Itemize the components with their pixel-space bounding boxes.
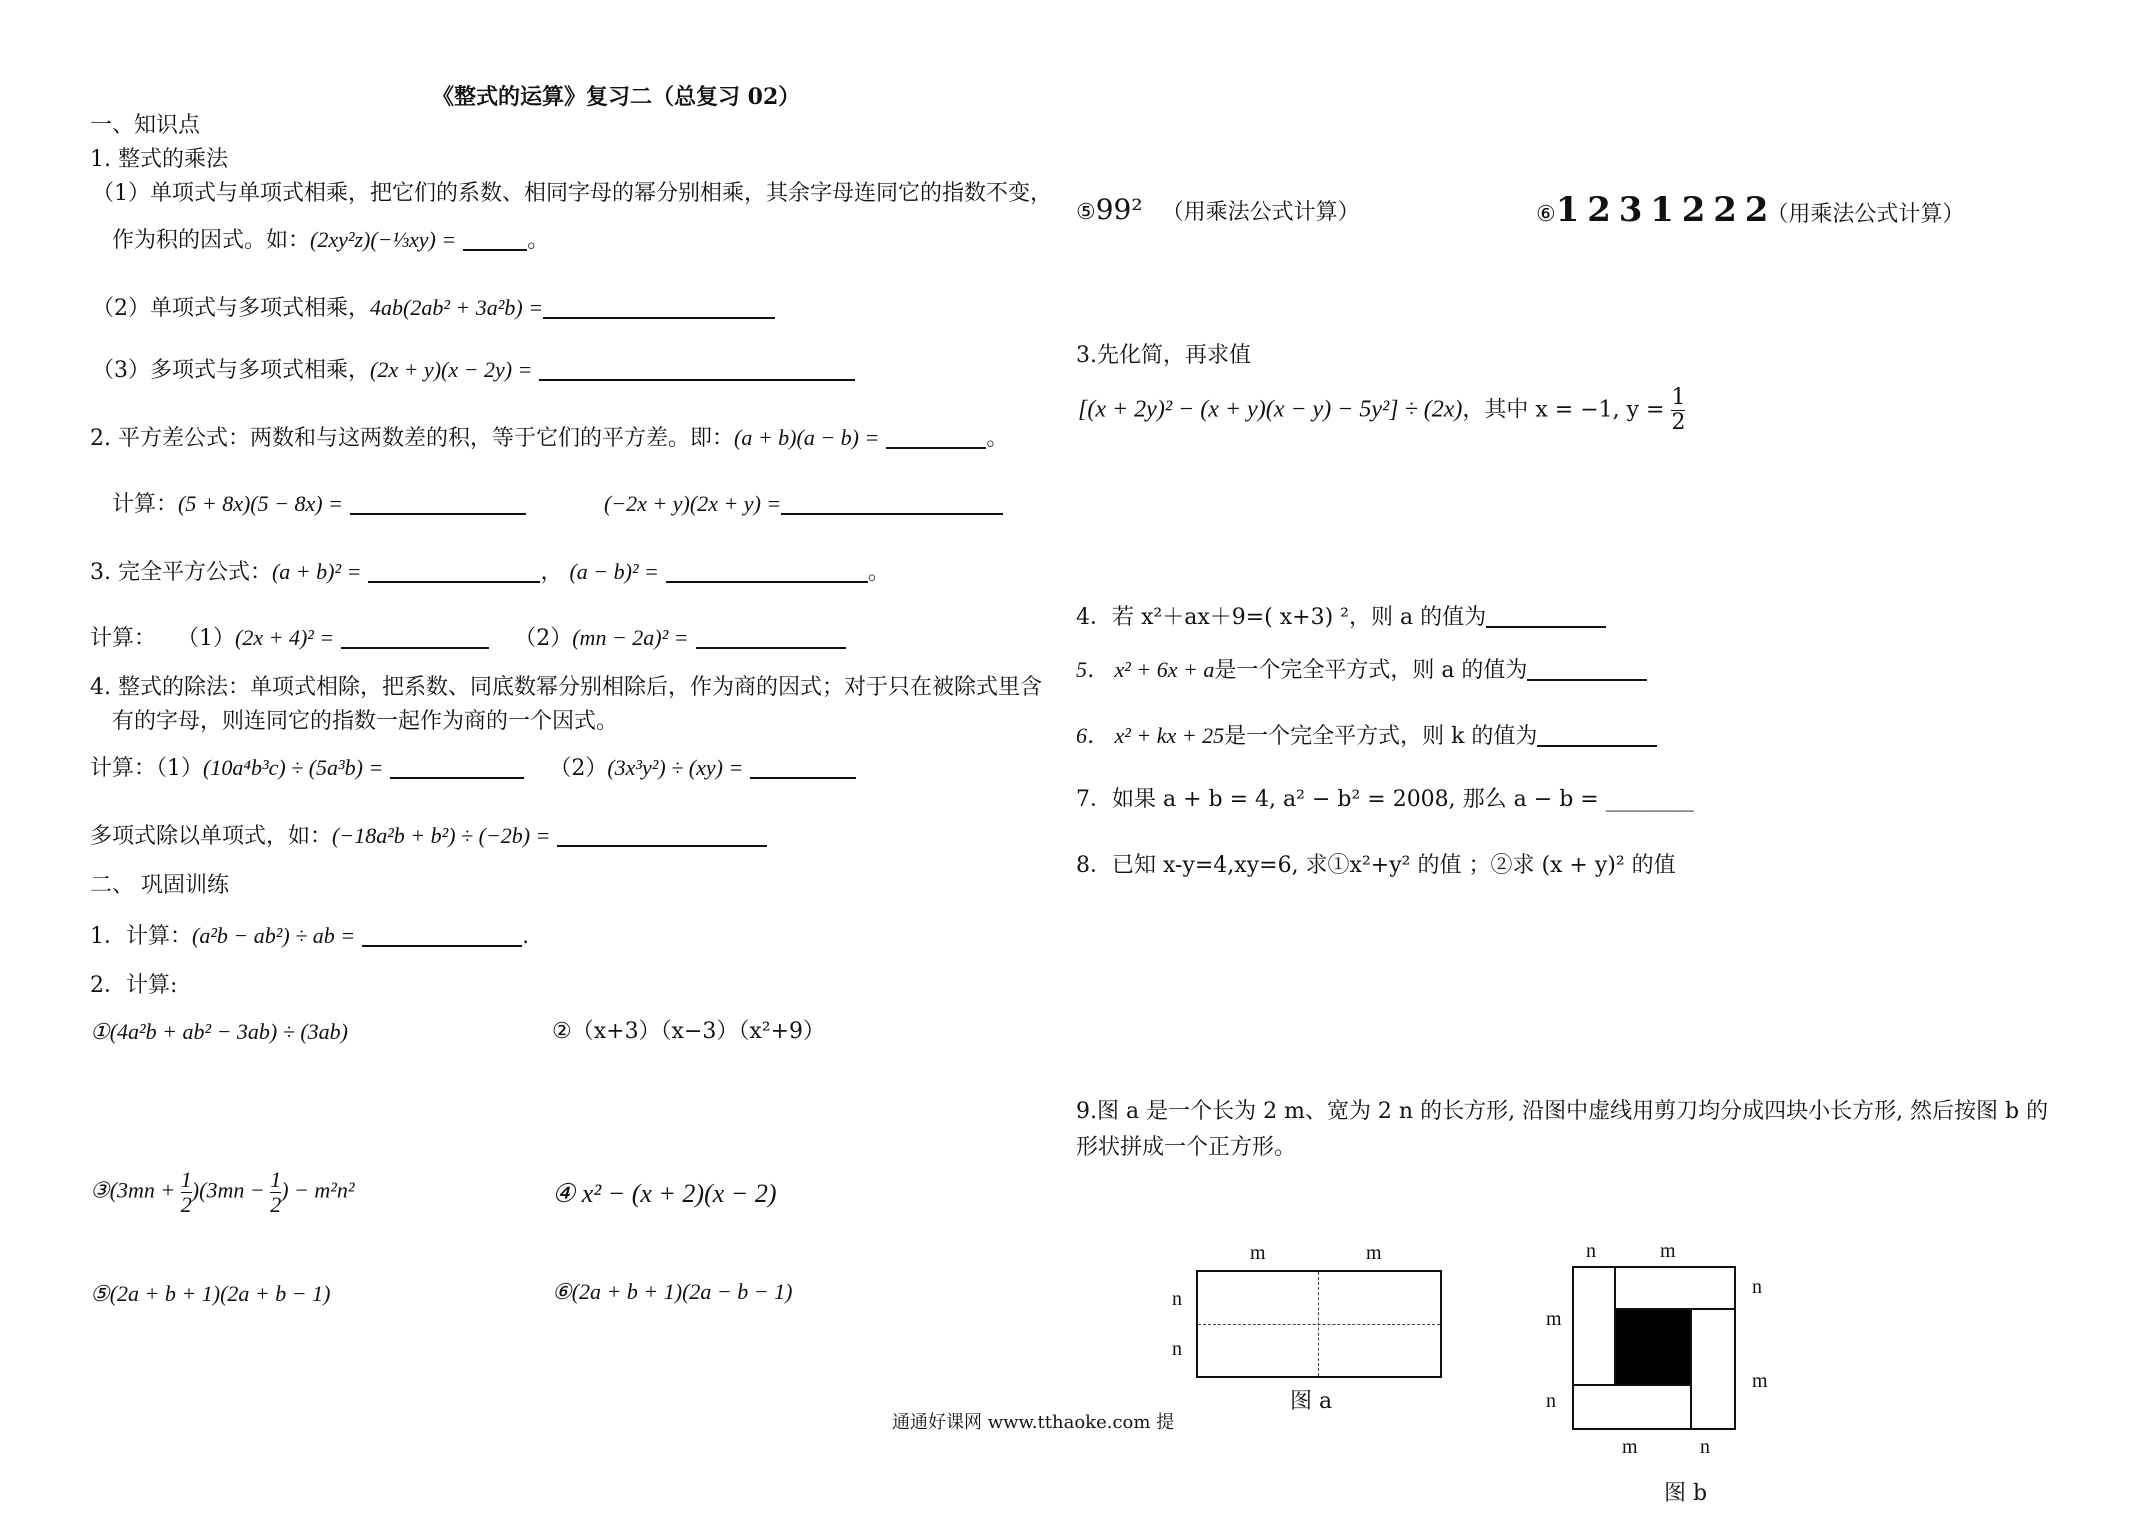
answer-blank[interactable] <box>696 627 846 649</box>
right-q6 <box>1536 190 1965 230</box>
figure-b-label-right-m: m <box>1752 1370 1768 1392</box>
rule-poly-poly <box>92 356 855 385</box>
q-num: ⑥ <box>1536 202 1556 227</box>
dos-calc-2 <box>604 490 1003 519</box>
expr-part: ③(3mn + <box>90 1177 176 1203</box>
figure-b-center-square <box>1616 1310 1690 1384</box>
answer-blank[interactable] <box>666 561 868 583</box>
answer-blank[interactable] <box>1486 606 1606 628</box>
q-expr: [(x + 2y)² − (x + y)(x − y) − 5y²] ÷ (2x) <box>1078 396 1463 423</box>
period: . <box>522 924 530 949</box>
fill-q7: 7．如果 a + b = 4, a² − b² = 2008, 那么 a − b = ________ <box>1076 787 1694 812</box>
fill-q5 <box>1076 656 1647 685</box>
figure-b-piece-bottom <box>1574 1384 1692 1428</box>
section2-heading: 二、 巩固训练 <box>90 873 229 898</box>
q-text: 是一个完全平方式，则 k 的值为 <box>1224 724 1538 749</box>
figure-a-dash-horizontal <box>1198 1324 1440 1325</box>
rule-expr: (−18a²b + b²) ÷ (−2b) = <box>332 823 551 848</box>
practice-q2-6: ⑥(2a + b + 1)(2a − b − 1) <box>552 1279 793 1304</box>
answer-blank[interactable] <box>390 757 524 779</box>
answer-blank[interactable] <box>1527 659 1647 681</box>
q-where: ，其中 x = −1, y = <box>1462 397 1665 423</box>
fill-q9b: 形状拼成一个正方形。 <box>1076 1135 1297 1160</box>
fraction-half <box>270 1168 281 1217</box>
rule-expr: (a + b)(a − b) = <box>734 425 880 450</box>
fraction-den: 2 <box>1671 410 1686 435</box>
rule-mono-mono: （1）单项式与单项式相乘，把它们的系数、相同字母的幂分别相乘，其余字母连同它的指数不变， <box>92 181 1053 206</box>
division-rule-b: 有的字母，则连同它的指数一起作为商的一个因式。 <box>112 709 619 734</box>
calc-expr: (3x³y²) ÷ (xy) = <box>607 755 744 780</box>
division-calc <box>90 754 856 783</box>
q-note: （用乘法公式计算） <box>1161 200 1360 225</box>
calc-num: （2） <box>549 756 608 781</box>
answer-blank[interactable] <box>463 229 527 251</box>
calc-expr: (mn − 2a)² = <box>572 625 689 650</box>
expr-part: ) − m²n² <box>281 1177 355 1203</box>
rule-label: （3）多项式与多项式相乘， <box>92 358 370 383</box>
answer-blank[interactable] <box>341 627 489 649</box>
practice-q2-2: ②（x+3）（x−3）（x²+9） <box>552 1019 826 1044</box>
calc-num: （1） <box>177 626 236 651</box>
division-rule-a: 4. 整式的除法：单项式相除，把系数、同底数幂分别相除后，作为商的因式；对于只在被除式里含 <box>90 675 1042 700</box>
fraction-half <box>181 1168 192 1217</box>
rule-expr: (a + b)² = <box>271 559 362 584</box>
rule-label: 2. 平方差公式：两数和与这两数差的积，等于它们的平方差。即： <box>90 426 734 451</box>
dos-calc-1 <box>112 490 526 519</box>
figure-a-rect <box>1196 1270 1442 1378</box>
fill-q9a: 9.图 a 是一个长为 2 m、宽为 2 n 的长方形, 沿图中虚线用剪刀均分成四块小长方形, 然后按图 b 的 <box>1076 1099 2049 1124</box>
rule-mono-mono-example <box>112 226 549 255</box>
fill-q4 <box>1076 604 1606 632</box>
q-text: 4．若 x²＋ax＋9=( x+3) ²，则 a 的值为 <box>1076 605 1487 630</box>
rule-label: 多项式除以单项式，如： <box>90 824 333 849</box>
figure-b-label-left-n: n <box>1546 1390 1556 1412</box>
answer-blank[interactable] <box>1537 725 1657 747</box>
section1-heading: 一、知识点 <box>90 113 201 138</box>
calc-label: 计算： <box>90 626 157 651</box>
rule-label: （2）单项式与多项式相乘， <box>92 296 370 321</box>
practice-q2-label: 2．计算: <box>90 973 178 998</box>
answer-blank[interactable] <box>362 925 522 947</box>
q-expr: 5． x² + 6x + a <box>1076 657 1215 682</box>
answer-blank[interactable] <box>557 825 767 847</box>
figure-b-piece-right <box>1690 1310 1734 1428</box>
fraction-num: 1 <box>270 1167 282 1192</box>
figure-b-piece-left <box>1574 1268 1616 1386</box>
q-text: 是一个完全平方式，则 a 的值为 <box>1214 658 1528 683</box>
q-expr: (a²b − ab²) ÷ ab = <box>192 923 356 948</box>
difference-of-squares <box>90 424 1008 453</box>
footer-text: 通通好课网 www.tthaoke.com 提 <box>892 1412 1175 1433</box>
q-num: ⑤ <box>1076 200 1096 225</box>
perfect-square <box>90 558 890 587</box>
answer-blank[interactable] <box>750 757 856 779</box>
figure-b-label-bottom-m: m <box>1622 1436 1638 1458</box>
answer-blank[interactable] <box>368 561 540 583</box>
ps-calc <box>90 624 846 653</box>
practice-q2-5: ⑤(2a + b + 1)(2a + b − 1) <box>90 1281 331 1306</box>
expr-part: )(3mn − <box>191 1177 265 1203</box>
rule-expr: 4ab(2ab² + 3a²b) = <box>370 295 544 320</box>
answer-blank[interactable] <box>350 493 526 515</box>
figure-b-caption: 图 b <box>1664 1481 1708 1506</box>
fill-q6 <box>1076 722 1657 751</box>
separator: ， <box>540 560 563 585</box>
figure-b-label-right-n: n <box>1752 1276 1762 1298</box>
simplify-expr <box>1078 386 1685 435</box>
rule-expr: (2x + y)(x − 2y) = <box>370 357 533 382</box>
fraction-den: 2 <box>270 1192 282 1217</box>
figure-a-label-m2: m <box>1366 1242 1382 1264</box>
example-label: 作为积的因式。如： <box>112 228 311 253</box>
figure-b-label-top-n: n <box>1586 1240 1596 1262</box>
figure-b-label-left-m: m <box>1546 1308 1562 1330</box>
practice-q2-1: ①(4a²b + ab² − 3ab) ÷ (3ab) <box>90 1019 348 1044</box>
rule-label: 3. 完全平方公式： <box>90 560 272 585</box>
answer-blank[interactable] <box>886 427 986 449</box>
calc-label: 计算：（1） <box>90 756 203 781</box>
figure-a-label-n2: n <box>1172 1338 1182 1360</box>
calc-expr: (5 + 8x)(5 − 8x) = <box>178 491 343 516</box>
rule-expr: (a − b)² = <box>569 559 659 584</box>
practice-q2-3 <box>90 1168 354 1217</box>
page-title: 《整式的运算》复习二（总复习 02） <box>432 84 801 110</box>
example-expr: (2xy²z)(−⅓xy) = <box>310 227 457 252</box>
figure-a-label-n1: n <box>1172 1288 1182 1310</box>
figure-a-label-m1: m <box>1250 1242 1266 1264</box>
calc-expr: (10a⁴b³c) ÷ (5a³b) = <box>203 755 384 780</box>
practice-q1 <box>90 922 529 951</box>
rule-mono-poly <box>92 294 775 323</box>
practice-q2-4: ④ x² − (x + 2)(x − 2) <box>552 1179 777 1208</box>
fraction-num: 1 <box>180 1167 192 1192</box>
q-expr: 99² <box>1095 193 1143 226</box>
figure-b-piece-top <box>1616 1268 1734 1310</box>
fraction-num: 1 <box>1671 385 1686 410</box>
calc-expr: (−2x + y)(2x + y) = <box>604 491 782 516</box>
calc-expr: (2x + 4)² = <box>235 625 335 650</box>
q-note: （用乘法公式计算） <box>1766 202 1965 227</box>
answer-blank[interactable] <box>543 297 775 319</box>
fraction-den: 2 <box>180 1192 192 1217</box>
figure-b-square <box>1572 1266 1736 1430</box>
calc-label: 计算： <box>112 492 179 517</box>
period: 。 <box>867 560 890 585</box>
q-expr: 6． x² + kx + 25 <box>1076 723 1225 748</box>
fill-q8: 8．已知 x-y=4,xy=6, 求①x²+y² 的值 ；②求 (x + y)² 的值 <box>1076 853 1676 878</box>
answer-blank[interactable] <box>539 359 855 381</box>
period: 。 <box>986 426 1009 451</box>
figure-b-label-top-m: m <box>1660 1240 1676 1262</box>
q-expr: 1 2 3 1 2 2 2 <box>1555 190 1767 230</box>
figure-a-caption: 图 a <box>1290 1389 1333 1414</box>
period: 。 <box>527 228 550 253</box>
answer-blank[interactable] <box>781 493 1003 515</box>
subheading-multiplication: 1. 整式的乘法 <box>90 147 228 172</box>
right-q5 <box>1076 193 1360 227</box>
poly-division <box>90 822 767 851</box>
q-label: 1．计算： <box>90 924 192 949</box>
figure-b-label-bottom-n: n <box>1700 1436 1710 1458</box>
simplify-title: 3.先化简，再求值 <box>1076 343 1251 368</box>
calc-num: （2） <box>514 626 573 651</box>
fraction-y <box>1671 386 1685 435</box>
